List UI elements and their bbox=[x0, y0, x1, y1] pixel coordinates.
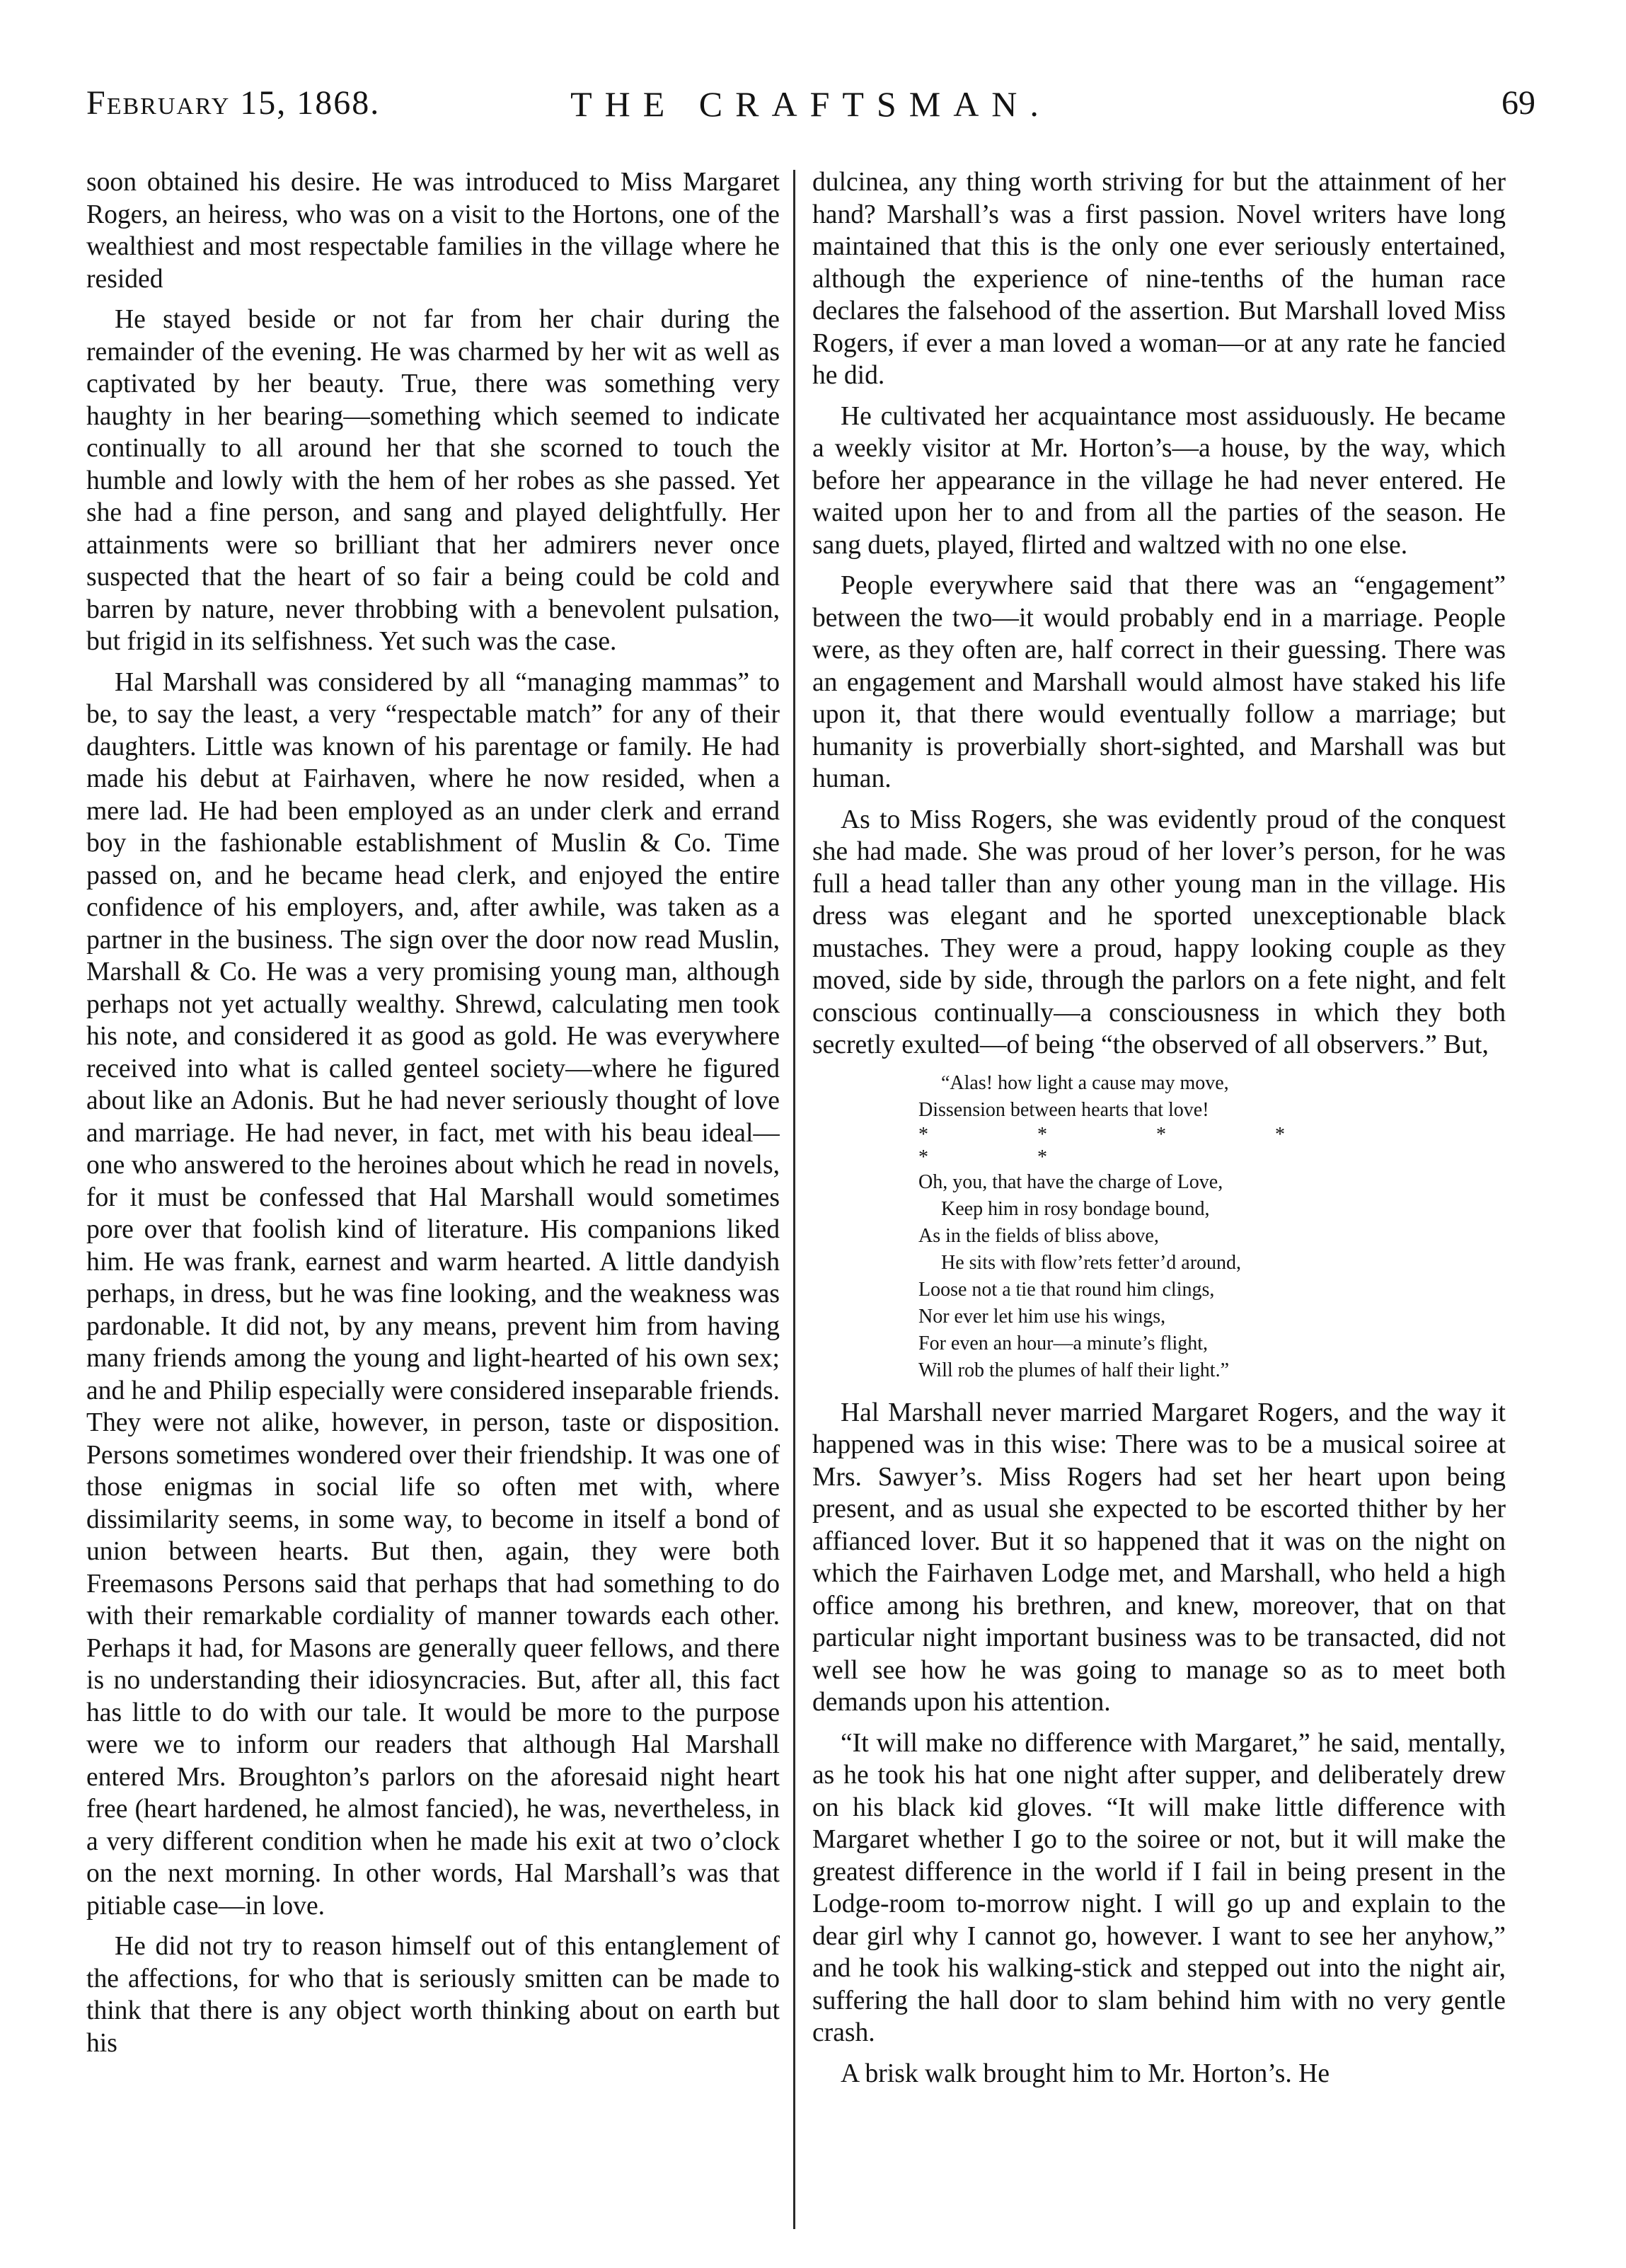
paragraph: He did not try to reason himself out of this entanglement of the affections, for who that is seriously smitten can be made to think that there is any object worth thinking about on earth but his bbox=[86, 1932, 780, 2058]
paragraph: As to Miss Rogers, she was evidently proud of the conquest she had made. She was proud of her lover’s person, for he was full a head taller than any other young man in the village. His dress was elegant and he sported unexceptionable black mustaches. They were a proud, happy looking couple as they moved, side by side, through the parlors on a fete night, and felt conscious continually—a consciousness in which they both secretly exulted—of being “the observed of all observers.” But, bbox=[812, 805, 1506, 1059]
publication-title: THE CRAFTSMAN. bbox=[570, 84, 1051, 124]
column-divider bbox=[793, 170, 795, 2229]
poem-line: Dissension between hearts that love! bbox=[918, 1098, 1209, 1121]
poem-quotation bbox=[918, 1070, 1506, 1384]
poem-line: Loose not a tie that round him clings, bbox=[918, 1278, 1215, 1301]
paragraph: A brisk walk brought him to Mr. Horton’s. He bbox=[841, 2059, 1330, 2088]
poem-line: Oh, you, that have the charge of Love, bbox=[918, 1170, 1223, 1193]
issue-date: February 15, 1868. bbox=[86, 84, 381, 122]
poem-separator: * * * * * * bbox=[918, 1123, 1394, 1168]
page-header bbox=[86, 84, 1535, 147]
paragraph: He stayed beside or not far from her chair during the remainder of the evening. He was charmed by her wit as well as captivated by her beauty. True, there was something very haughty in her bearing—something which seemed to indicate continually to all around her that she scorned to touch the humble and lowly with the hem of her robes as she passed. Yet she had a fine person, and sang and played delightfully. Her attainments were so brilliant that her admirers never once suspected that the heart of so fair a being could be cold and barren by nature, never throbbing with a benevolent pulsation, but frigid in its selfishness. Yet such was the case. bbox=[86, 305, 780, 656]
paragraph: He cultivated her acquaintance most assiduously. He became a weekly visitor at Mr. Horton’s—a house, by the way, which before her appearance in the village he had never entered. He waited upon her to and from all the parties of the season. He sang duets, played, flirted and waltzed with no one else. bbox=[812, 401, 1506, 560]
left-column bbox=[86, 166, 780, 2233]
paragraph: “It will make no difference with Margaret,” he said, mentally, as he took his hat one night after supper, and deliberately drew on his black kid gloves. “It will make little difference with Margaret whether I go to the soiree or not, but it will make the greatest difference in the world if I fail in being present in the Lodge-room to-morrow night. I will go up and explain to the dear girl why I cannot go, however. I want to see her anyhow,” and he took his walking-stick and stepped out into the night air, suffering the hall door to slam behind him with no very gentle crash. bbox=[812, 1728, 1506, 2047]
poem-line: “Alas! how light a cause may move, bbox=[941, 1071, 1229, 1094]
paragraph: Hal Marshall never married Margaret Rogers, and the way it happened was in this wise: There was to be a musical soiree at Mrs. Sawyer’s. Miss Rogers had set her heart upon being present, and as usual she expected to be escorted thither by her affianced lover. But it so happened that it was on the night on which the Fairhaven Lodge met, and Marshall, who held a high office among his brethren, and knew, moreover, that on that particular night important business was to be transacted, did not well see how he was going to manage so as to meet both demands upon his attention. bbox=[812, 1398, 1506, 1717]
poem-line: As in the fields of bliss above, bbox=[918, 1224, 1159, 1247]
paragraph: People everywhere said that there was an “engagement” between the two—it would probably end in a marriage. People were, as they often are, half correct in their guessing. There was an engagement and Marshall would almost have staked his life upon it, that there would eventually follow a marriage; but humanity is proverbially short-sighted, and Marshall was but human. bbox=[812, 571, 1506, 793]
right-column bbox=[812, 166, 1506, 2233]
poem-line: Will rob the plumes of half their light.” bbox=[918, 1359, 1229, 1381]
paragraph: soon obtained his desire. He was introduced to Miss Margaret Rogers, an heiress, who was on a visit to the Hortons, one of the wealthiest and most respectable families in the village where he resided bbox=[86, 168, 780, 294]
poem-line: Nor ever let him use his wings, bbox=[918, 1305, 1166, 1328]
paragraph: Hal Marshall was considered by all “managing mammas” to be, to say the least, a very “respectable match” for any of their daughters. Little was known of his parentage or family. He had made his debut at Fairhaven, where he now resided, when a mere lad. He had been employed as an under clerk and errand boy in the fashionable establishment of Muslin & Co. Time passed on, and he became head clerk, and enjoyed the entire confidence of his employers, and, after awhile, was taken as a partner in the business. The sign over the door now read Muslin, Marshall & Co. He was a very promising young man, although perhaps not yet actually wealthy. Shrewd, calculating men took his note, and considered it as good as gold. He was everywhere received into what is called genteel society—where he figured about like an Adonis. But he had never seriously thought of love and marriage. He had never, in fact, met with his beau ideal—one who answered to the heroines about which he read in novels, for it must be confessed that Hal Marshall would sometimes pore over that foolish kind of literature. His companions liked him. He was frank, earnest and warm hearted. A little dandyish perhaps, in dress, but he was fine looking, and the weakness was pardonable. It did not, by any means, prevent him from having many friends among the young and light-hearted of his own sex; and he and Philip especially were considered inseparable friends. They were not alike, however, in person, taste or disposition. Persons sometimes wondered over their friendship. It was one of those enigmas in social life so often met with, where dissimilarity seems, in some way, to become in itself a bond of union between hearts. But then, again, they were both Freemasons Persons said that perhaps that had something to do with their remarkable cordiality of manner towards each other. Perhaps it had, for Masons are generally queer fellows, and there is no understanding their idiosyncracies. But, after all, this fact has little to do with our tale. It would be more to the purpose were we to inform our readers that although Hal Marshall entered Mrs. Broughton’s parlors on the aforesaid night heart free (heart hardened, he almost fancied), he was, nevertheless, in a very different condition when he made his exit at two o’clock on the next morning. In other words, Hal Marshall’s was that pitiable case—in love. bbox=[86, 667, 780, 1921]
page-number: 69 bbox=[1501, 84, 1535, 122]
paragraph: dulcinea, any thing worth striving for but the attainment of her hand? Marshall’s was a first passion. Novel writers have long maintained that this is the only one ever seriously entertained, although the experience of nine-tenths of the human race declares the falsehood of the assertion. But Marshall loved Miss Rogers, if ever a man loved a woman—or at any rate he fancied he did. bbox=[812, 168, 1506, 390]
poem-line: He sits with flow’rets fetter’d around, bbox=[941, 1251, 1242, 1274]
poem-line: For even an hour—a minute’s flight, bbox=[918, 1332, 1209, 1354]
poem-line: Keep him in rosy bondage bound, bbox=[941, 1197, 1210, 1220]
